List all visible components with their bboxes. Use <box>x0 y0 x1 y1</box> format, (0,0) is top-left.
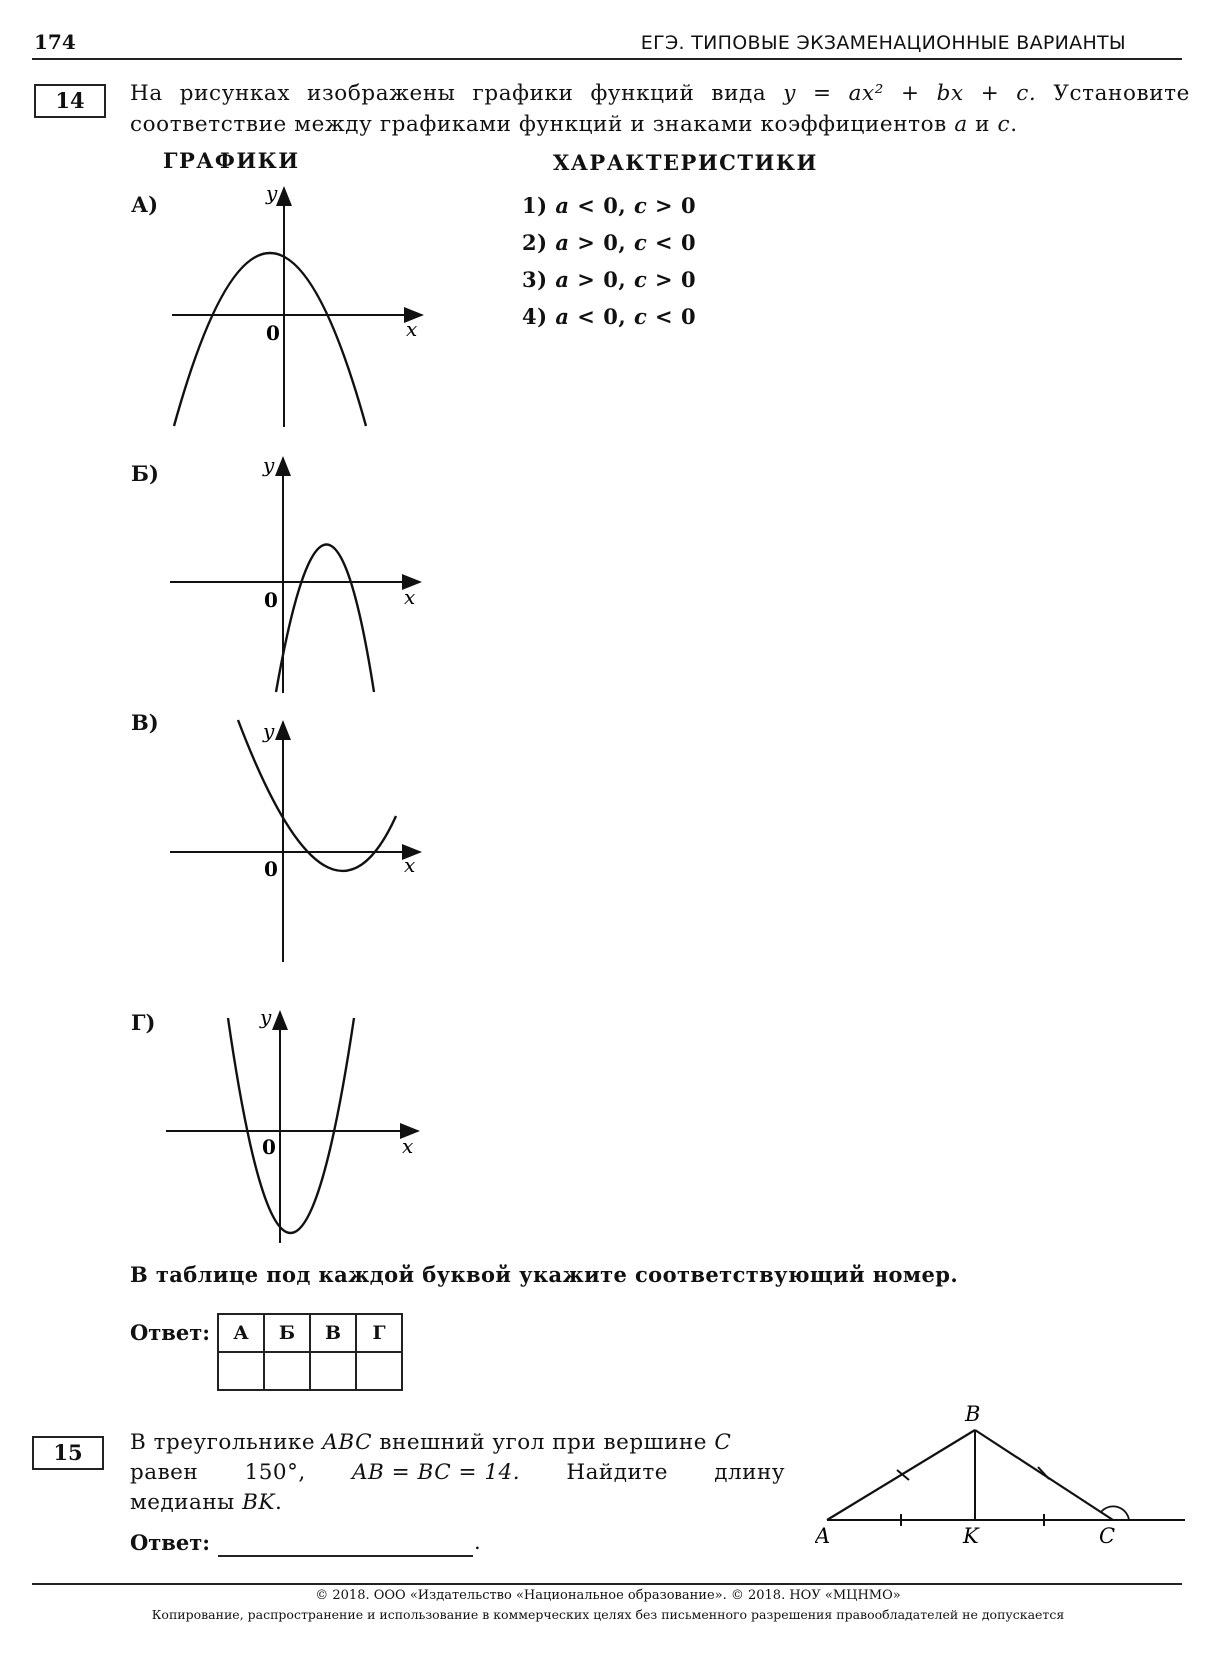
coefficient-c: c <box>997 112 1011 137</box>
coefficient-c: c <box>633 267 648 292</box>
a-relation: > 0, <box>569 230 634 255</box>
parabola <box>276 545 374 693</box>
a-relation: < 0, <box>569 193 634 218</box>
statement-text <box>130 1428 731 1458</box>
graph-g <box>150 1008 430 1248</box>
answer-header-b: Б <box>264 1314 310 1352</box>
statement-text: медианы <box>130 1490 243 1515</box>
c-relation: < 0 <box>647 230 697 255</box>
copyright-line: © 2018. ООО «Издательство «Национальное образование». © 2018. НОУ «МЦНМО» <box>315 1588 901 1603</box>
task-number-box: 14 <box>34 84 106 118</box>
answer-field[interactable] <box>218 1554 473 1557</box>
statement-text: . <box>274 1490 283 1515</box>
answer-cell-v[interactable] <box>310 1352 356 1390</box>
coefficient-c: c <box>633 304 648 329</box>
answer-table <box>217 1313 403 1391</box>
answer-label: Ответ: <box>130 1320 211 1345</box>
x-axis-label: x <box>404 853 416 877</box>
exterior-angle-arc <box>1101 1506 1129 1520</box>
answer-label: Ответ: <box>130 1530 211 1555</box>
statement-text: внешний угол при вершине <box>372 1430 715 1455</box>
statement-text: . <box>1010 112 1018 137</box>
origin-label: 0 <box>262 1135 276 1159</box>
statement-text: Установите соответствие между графиками функций и знаками коэффициентов <box>130 81 1190 137</box>
statement-text: На рисунках изображены графики функций вида <box>130 81 784 106</box>
vertex-label-b: B <box>965 1402 981 1426</box>
vertex-label-a: A <box>815 1524 831 1548</box>
coefficient-a: a <box>954 112 968 137</box>
y-axis-label: y <box>263 453 275 477</box>
header-divider <box>32 58 1182 60</box>
graph-label-g: Г) <box>131 1010 156 1035</box>
graph-a <box>150 180 430 435</box>
origin-label: 0 <box>266 321 280 345</box>
graphs-heading: ГРАФИКИ <box>163 148 300 173</box>
statement-text: Найдите <box>566 1460 668 1485</box>
characteristic-number: 4) <box>522 304 548 329</box>
side-lengths: AB = BC = 14. <box>352 1460 521 1485</box>
characteristic-4 <box>522 304 696 329</box>
a-relation: > 0, <box>569 267 634 292</box>
a-relation: < 0, <box>569 304 634 329</box>
characteristic-1 <box>522 193 696 218</box>
coefficient-c: c <box>633 193 648 218</box>
characteristics-heading: ХАРАКТЕРИСТИКИ <box>553 150 818 175</box>
characteristic-number: 1) <box>522 193 548 218</box>
graph-label-v: В) <box>131 710 159 735</box>
instruction-text: В таблице под каждой буквой укажите соответствующий номер. <box>130 1262 959 1287</box>
coefficient-a: a <box>555 193 570 218</box>
x-axis-label: x <box>406 317 418 341</box>
c-relation: > 0 <box>647 193 697 218</box>
answer-cell-g[interactable] <box>356 1352 402 1390</box>
statement-text: длину <box>714 1460 785 1485</box>
characteristic-number: 3) <box>522 267 548 292</box>
origin-label: 0 <box>264 857 278 881</box>
graph-label-b: Б) <box>131 461 159 486</box>
statement-text: равен <box>130 1460 199 1485</box>
median-name: BK <box>242 1490 275 1515</box>
answer-table-header-row <box>218 1314 402 1352</box>
origin-label: 0 <box>264 588 278 612</box>
characteristic-3 <box>522 267 696 292</box>
x-axis-label: x <box>402 1134 414 1158</box>
answer-header-a: А <box>218 1314 264 1352</box>
task-number-box: 15 <box>32 1436 104 1470</box>
footer-divider <box>32 1583 1182 1585</box>
answer-cell-b[interactable] <box>264 1352 310 1390</box>
statement-line <box>130 1428 785 1458</box>
c-relation: > 0 <box>647 267 697 292</box>
characteristic-2 <box>522 230 696 255</box>
task-14-statement <box>130 78 1190 140</box>
graph-label-a: А) <box>131 192 159 217</box>
answer-header-g: Г <box>356 1314 402 1352</box>
vertex-name: C <box>714 1430 732 1455</box>
copyright-notice: Копирование, распространение и использование в коммерческих целях без письменного разрешения правообладателей не допускается <box>151 1607 1065 1622</box>
vertex-label-c: C <box>1099 1524 1116 1548</box>
task-15-statement <box>130 1428 785 1518</box>
point-label-k: K <box>963 1524 979 1548</box>
triangle-name: ABC <box>322 1430 373 1455</box>
page-number: 174 <box>34 30 76 54</box>
coefficient-a: a <box>555 267 570 292</box>
formula: y = ax² + bx + c. <box>783 81 1037 106</box>
statement-text: и <box>967 112 998 137</box>
statement-line <box>130 1488 785 1518</box>
statement-line <box>130 1458 785 1488</box>
y-axis-label: y <box>260 1008 272 1029</box>
coefficient-c: c <box>633 230 648 255</box>
characteristic-number: 2) <box>522 230 548 255</box>
graph-b <box>150 448 430 698</box>
y-axis-label: y <box>263 719 275 743</box>
answer-header-v: В <box>310 1314 356 1352</box>
y-axis-label: y <box>266 181 278 205</box>
graph-v <box>150 712 430 972</box>
x-axis-label: x <box>404 585 416 609</box>
statement-text: В треугольнике <box>130 1430 323 1455</box>
angle-value: 150°, <box>244 1460 306 1485</box>
running-header-title: ЕГЭ. ТИПОВЫЕ ЭКЗАМЕНАЦИОННЫЕ ВАРИАНТЫ <box>640 32 1126 54</box>
parabola <box>228 1018 354 1233</box>
c-relation: < 0 <box>647 304 697 329</box>
side-ab <box>827 1430 975 1520</box>
coefficient-a: a <box>555 304 570 329</box>
answer-period: . <box>474 1530 481 1554</box>
answer-cell-a[interactable] <box>218 1352 264 1390</box>
triangle-figure <box>815 1395 1195 1555</box>
parabola <box>238 720 396 871</box>
coefficient-a: a <box>555 230 570 255</box>
answer-table-value-row <box>218 1352 402 1390</box>
